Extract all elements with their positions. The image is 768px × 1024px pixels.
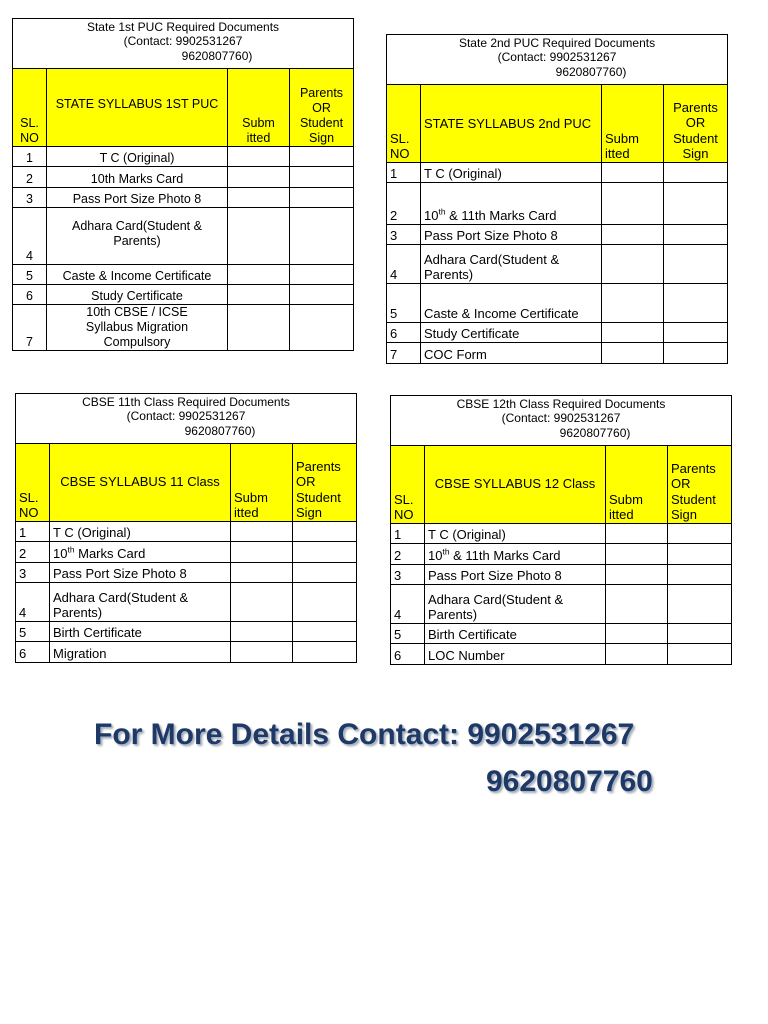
row-number: 1 <box>391 524 425 544</box>
table-row <box>387 163 728 183</box>
table-row <box>13 188 354 208</box>
caption-phone: 9620807760) <box>559 425 631 440</box>
submitted-cell[interactable] <box>606 585 668 624</box>
table-row <box>13 208 354 265</box>
table-row <box>387 245 728 284</box>
sign-cell[interactable] <box>664 225 728 245</box>
table-row <box>387 343 728 364</box>
row-number: 6 <box>391 644 425 665</box>
header-sl-no: SL. NO <box>391 446 425 524</box>
row-document: 10th Marks Card <box>47 167 228 188</box>
sign-cell[interactable] <box>668 585 732 624</box>
row-number: 7 <box>13 305 47 351</box>
header-submitted: Subm itted <box>606 446 668 524</box>
sign-cell[interactable] <box>293 583 357 622</box>
caption-contact: (Contact: 9902531267 <box>123 34 243 49</box>
row-number: 4 <box>13 208 47 265</box>
row-number: 1 <box>387 163 421 183</box>
row-number: 5 <box>387 284 421 323</box>
sign-cell[interactable] <box>290 265 354 285</box>
caption-title: State 2nd PUC Required Documents <box>458 36 656 50</box>
table-caption <box>13 19 354 69</box>
submitted-cell[interactable] <box>602 163 664 183</box>
table-row <box>387 225 728 245</box>
table-row <box>13 167 354 188</box>
row-number: 2 <box>16 542 50 563</box>
submitted-cell[interactable] <box>606 565 668 585</box>
submitted-cell[interactable] <box>602 183 664 225</box>
submitted-cell[interactable] <box>606 624 668 644</box>
sign-cell[interactable] <box>664 245 728 284</box>
table-caption <box>16 394 357 444</box>
sign-cell[interactable] <box>668 544 732 565</box>
row-document: Adhara Card(Student & Parents) <box>421 245 602 284</box>
header-sign: Parents OR Student Sign <box>290 69 354 147</box>
sign-cell[interactable] <box>668 624 732 644</box>
sign-cell[interactable] <box>664 323 728 343</box>
table-row <box>391 565 732 585</box>
row-number: 6 <box>387 323 421 343</box>
row-number: 4 <box>391 585 425 624</box>
row-document: T C (Original) <box>50 522 231 542</box>
row-document: Pass Port Size Photo 8 <box>421 225 602 245</box>
submitted-cell[interactable] <box>602 284 664 323</box>
row-document: T C (Original) <box>47 147 228 167</box>
caption-phone: 9620807760) <box>181 48 253 63</box>
submitted-cell[interactable] <box>602 323 664 343</box>
sign-cell[interactable] <box>664 284 728 323</box>
row-number: 5 <box>391 624 425 644</box>
submitted-cell[interactable] <box>602 245 664 284</box>
submitted-cell[interactable] <box>231 583 293 622</box>
state-1st-puc-table <box>12 18 354 351</box>
header-sign: Parents OR Student Sign <box>293 444 357 522</box>
header-sign: Parents OR Student Sign <box>668 446 732 524</box>
sign-cell[interactable] <box>290 167 354 188</box>
row-document: 10th CBSE / ICSE Syllabus Migration Compulsory <box>47 305 228 351</box>
header-title: CBSE SYLLABUS 11 Class <box>50 444 231 522</box>
row-document: LOC Number <box>425 644 606 665</box>
header-sl-no: SL. NO <box>13 69 47 147</box>
table-row <box>391 524 732 544</box>
sign-cell[interactable] <box>293 563 357 583</box>
header-sl-no: SL. NO <box>387 85 421 163</box>
row-number: 1 <box>16 522 50 542</box>
table-caption <box>391 396 732 446</box>
caption-title: CBSE 11th Class Required Documents <box>82 395 290 409</box>
table-row <box>387 323 728 343</box>
sign-cell[interactable] <box>664 343 728 364</box>
submitted-cell[interactable] <box>231 622 293 642</box>
submitted-cell[interactable] <box>228 285 290 305</box>
header-sl-no: SL. NO <box>16 444 50 522</box>
table-row <box>16 583 357 622</box>
caption-contact: (Contact: 9902531267 <box>501 411 621 426</box>
sign-cell[interactable] <box>293 642 357 663</box>
row-number: 4 <box>387 245 421 284</box>
sign-cell[interactable] <box>664 183 728 225</box>
table-row <box>13 265 354 285</box>
row-document: 10th Marks Card <box>50 542 231 563</box>
row-number: 3 <box>387 225 421 245</box>
caption-title: CBSE 12th Class Required Documents <box>456 397 666 411</box>
row-document: Birth Certificate <box>425 624 606 644</box>
row-document: Pass Port Size Photo 8 <box>425 565 606 585</box>
sign-cell[interactable] <box>290 208 354 265</box>
caption-contact: (Contact: 9902531267 <box>497 50 617 65</box>
submitted-cell[interactable] <box>606 524 668 544</box>
row-document: Study Certificate <box>47 285 228 305</box>
row-document: Caste & Income Certificate <box>47 265 228 285</box>
table-row <box>13 147 354 167</box>
header-row <box>387 85 728 163</box>
row-number: 3 <box>13 188 47 208</box>
row-document: Adhara Card(Student & Parents) <box>50 583 231 622</box>
sign-cell[interactable] <box>664 163 728 183</box>
sign-cell[interactable] <box>290 305 354 351</box>
row-document: Birth Certificate <box>50 622 231 642</box>
caption-contact: (Contact: 9902531267 <box>126 409 246 424</box>
submitted-cell[interactable] <box>606 544 668 565</box>
header-title: CBSE SYLLABUS 12 Class <box>425 446 606 524</box>
row-number: 2 <box>13 167 47 188</box>
caption-title: State 1st PUC Required Documents <box>86 20 280 34</box>
table-row <box>16 542 357 563</box>
header-row <box>391 446 732 524</box>
row-document: T C (Original) <box>425 524 606 544</box>
caption-phone: 9620807760) <box>184 423 256 438</box>
table-row <box>391 624 732 644</box>
table-row <box>387 183 728 225</box>
submitted-cell[interactable] <box>228 147 290 167</box>
submitted-cell[interactable] <box>231 642 293 663</box>
header-submitted: Subm itted <box>231 444 293 522</box>
sign-cell[interactable] <box>290 188 354 208</box>
cbse-11th-table <box>15 393 357 663</box>
table-row <box>16 522 357 542</box>
sign-cell[interactable] <box>293 622 357 642</box>
row-number: 5 <box>16 622 50 642</box>
state-2nd-puc-table <box>386 34 728 364</box>
table-row <box>16 563 357 583</box>
header-title: STATE SYLLABUS 1ST PUC <box>47 69 228 147</box>
cbse-12th-table <box>390 395 732 665</box>
row-document: Pass Port Size Photo 8 <box>47 188 228 208</box>
row-document: Caste & Income Certificate <box>421 284 602 323</box>
row-document: T C (Original) <box>421 163 602 183</box>
row-document: Migration <box>50 642 231 663</box>
header-sign: Parents OR Student Sign <box>664 85 728 163</box>
sign-cell[interactable] <box>668 524 732 544</box>
table-row <box>387 284 728 323</box>
submitted-cell[interactable] <box>228 188 290 208</box>
footer-contact-line: For More Details Contact: 9902531267 <box>94 718 635 751</box>
table-caption <box>387 35 728 85</box>
row-number: 3 <box>391 565 425 585</box>
submitted-cell[interactable] <box>228 208 290 265</box>
header-row <box>13 69 354 147</box>
table-row <box>16 622 357 642</box>
row-document: Pass Port Size Photo 8 <box>50 563 231 583</box>
row-document: 10th & 11th Marks Card <box>425 544 606 565</box>
submitted-cell[interactable] <box>602 343 664 364</box>
row-number: 2 <box>391 544 425 565</box>
row-number: 7 <box>387 343 421 364</box>
row-number: 1 <box>13 147 47 167</box>
row-number: 5 <box>13 265 47 285</box>
header-row <box>16 444 357 522</box>
row-number: 6 <box>13 285 47 305</box>
footer-phone-line: 9620807760 <box>486 765 653 798</box>
row-document: Adhara Card(Student & Parents) <box>425 585 606 624</box>
sign-cell[interactable] <box>293 542 357 563</box>
row-number: 2 <box>387 183 421 225</box>
submitted-cell[interactable] <box>228 305 290 351</box>
row-number: 3 <box>16 563 50 583</box>
sign-cell[interactable] <box>290 147 354 167</box>
sign-cell[interactable] <box>293 522 357 542</box>
submitted-cell[interactable] <box>602 225 664 245</box>
row-document: Study Certificate <box>421 323 602 343</box>
submitted-cell[interactable] <box>231 542 293 563</box>
header-submitted: Subm itted <box>602 85 664 163</box>
row-document: 10th & 11th Marks Card <box>421 183 602 225</box>
submitted-cell[interactable] <box>606 644 668 665</box>
header-title: STATE SYLLABUS 2nd PUC <box>421 85 602 163</box>
sign-cell[interactable] <box>668 644 732 665</box>
header-submitted: Subm itted <box>228 69 290 147</box>
table-row <box>16 642 357 663</box>
table-row <box>391 585 732 624</box>
sign-cell[interactable] <box>668 565 732 585</box>
table-row <box>391 644 732 665</box>
row-number: 6 <box>16 642 50 663</box>
sign-cell[interactable] <box>290 285 354 305</box>
submitted-cell[interactable] <box>228 167 290 188</box>
row-document: COC Form <box>421 343 602 364</box>
caption-phone: 9620807760) <box>555 64 627 79</box>
submitted-cell[interactable] <box>228 265 290 285</box>
row-number: 4 <box>16 583 50 622</box>
table-row <box>13 305 354 351</box>
row-document: Adhara Card(Student & Parents) <box>47 208 228 265</box>
submitted-cell[interactable] <box>231 563 293 583</box>
table-row <box>391 544 732 565</box>
table-row <box>13 285 354 305</box>
submitted-cell[interactable] <box>231 522 293 542</box>
